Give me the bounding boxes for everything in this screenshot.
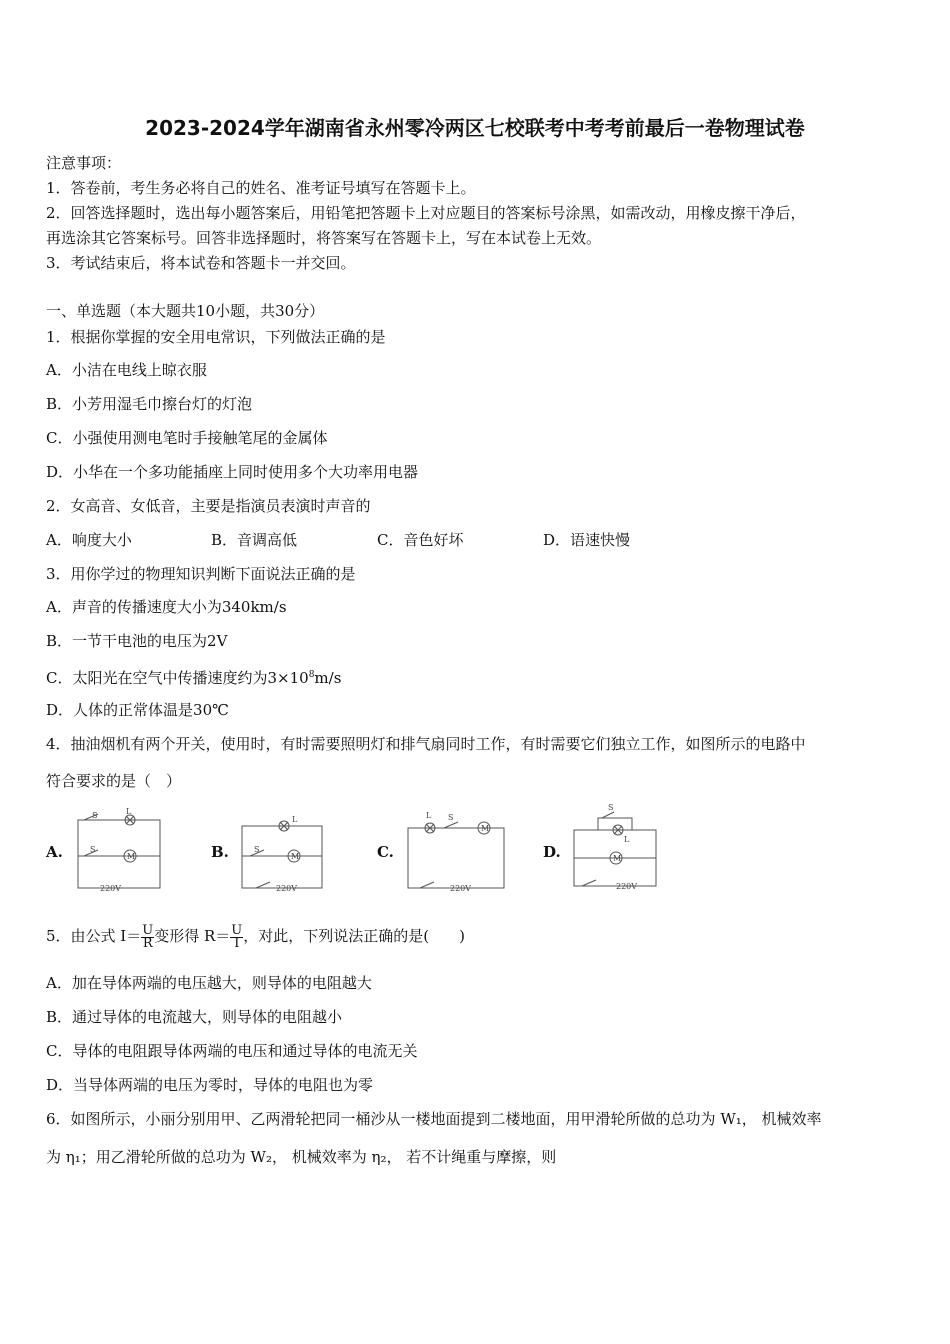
notice-heading: 注意事项： <box>46 154 122 172</box>
circuit-d-diagram <box>568 802 662 894</box>
notice-item: 2．回答选择题时，选出每小题答案后，用铅笔把答题卡上对应题目的答案标号涂黑，如需改动，用橡皮擦干净后， <box>46 204 806 222</box>
svg-text:M: M <box>291 852 300 861</box>
question-2-option-c: C．音色好坏 <box>377 531 464 549</box>
question-5-stem: 5．由公式 I＝ $\frac{U}{R}$ 变形得 R＝ $\frac{U}{I}$ ，对此，下列说法正确的是( ) <box>46 922 465 951</box>
question-5-option-a: A．加在导体两端的电压越大，则导体的电阻越大 <box>46 974 372 992</box>
question-3-option-a: A．声音的传播速度大小为340km/s <box>46 598 287 616</box>
svg-text:S: S <box>254 845 260 854</box>
fraction-u-over-r: $\frac{U}{R}$ <box>142 922 154 951</box>
question-4-stem: 4．抽油烟机有两个开关，使用时，有时需要照明灯和排气扇同时工作，有时需要它们独立工作，如图所示的电路中 <box>46 735 806 753</box>
svg-text:S: S <box>608 803 614 812</box>
question-3-option-b: B．一节干电池的电压为2V <box>46 632 228 650</box>
circuit-b-diagram <box>236 812 328 896</box>
question-3-option-c: C．太阳光在空气中传播速度约为$3\times 10^8m/s$ <box>46 669 342 687</box>
question-1-option-c: C．小强使用测电笔时手接触笔尾的金属体 <box>46 429 328 447</box>
svg-text:L: L <box>426 811 432 820</box>
question-5-option-c: C．导体的电阻跟导体两端的电压和通过导体的电流无关 <box>46 1042 418 1060</box>
question-2-option-d: D．语速快慢 <box>543 531 631 549</box>
svg-text:S: S <box>92 811 98 820</box>
circuit-a-diagram <box>68 807 164 896</box>
question-2-stem: 2．女高音、女低音，主要是指演员表演时声音的 <box>46 497 371 515</box>
svg-text:S: S <box>448 813 454 822</box>
question-5-option-b: B．通过导体的电流越大，则导体的电阻越小 <box>46 1008 343 1026</box>
question-3-stem: 3．用你学过的物理知识判断下面说法正确的是 <box>46 565 356 583</box>
svg-text:L: L <box>292 815 298 824</box>
question-5-option-d: D．当导体两端的电压为零时，导体的电阻也为零 <box>46 1076 374 1094</box>
svg-text:M: M <box>613 854 622 863</box>
question-1-option-d: D．小华在一个多功能插座上同时使用多个大功率用电器 <box>46 463 419 481</box>
question-1-stem: 1．根据你掌握的安全用电常识，下列做法正确的是 <box>46 328 386 346</box>
svg-text:S: S <box>90 845 96 854</box>
svg-text:220V: 220V <box>450 884 472 893</box>
circuit-c-label: C. <box>377 843 394 861</box>
circuit-b-label: B. <box>211 843 229 861</box>
circuit-c-diagram <box>400 808 510 894</box>
section-heading: 一、单选题（本大题共10小题，共30分） <box>46 302 325 320</box>
svg-text:M: M <box>481 824 490 833</box>
question-3-option-d: D．人体的正常体温是30℃ <box>46 701 229 719</box>
notice-item: 1．答卷前，考生务必将自己的姓名、准考证号填写在答题卡上。 <box>46 179 476 197</box>
circuit-d-label: D. <box>543 843 561 861</box>
svg-text:L: L <box>126 807 132 816</box>
svg-text:220V: 220V <box>616 882 638 891</box>
svg-text:220V: 220V <box>100 884 122 893</box>
svg-text:L: L <box>624 835 630 844</box>
notice-item: 3．考试结束后，将本试卷和答题卡一并交回。 <box>46 254 356 272</box>
notice-item: 再选涂其它答案标号。回答非选择题时，将答案写在答题卡上，写在本试卷上无效。 <box>46 229 602 247</box>
svg-text:220V: 220V <box>276 884 298 893</box>
question-1-option-a: A．小洁在电线上晾衣服 <box>46 361 207 379</box>
question-2-option-a: A．响度大小 <box>46 531 132 549</box>
question-6-stem: 6．如图所示，小丽分别用甲、乙两滑轮把同一桶沙从一楼地面提到二楼地面，用甲滑轮所做的总功为 W₁， 机械效率 <box>46 1110 822 1128</box>
page-title: 2023-2024学年湖南省永州零冷两区七校联考中考考前最后一卷物理试卷 <box>145 116 805 140</box>
question-1-option-b: B．小芳用湿毛巾擦台灯的灯泡 <box>46 395 253 413</box>
svg-text:M: M <box>127 852 136 861</box>
fraction-u-over-i: $\frac{U}{I}$ <box>231 922 243 951</box>
question-6-stem-cont: 为 η₁；用乙滑轮所做的总功为 W₂， 机械效率为 η₂， 若不计绳重与摩擦，则 <box>46 1148 557 1166</box>
circuit-a-label: A. <box>46 843 63 861</box>
question-4-stem-cont: 符合要求的是（ ） <box>46 772 182 790</box>
question-2-option-b: B．音调高低 <box>211 531 298 549</box>
